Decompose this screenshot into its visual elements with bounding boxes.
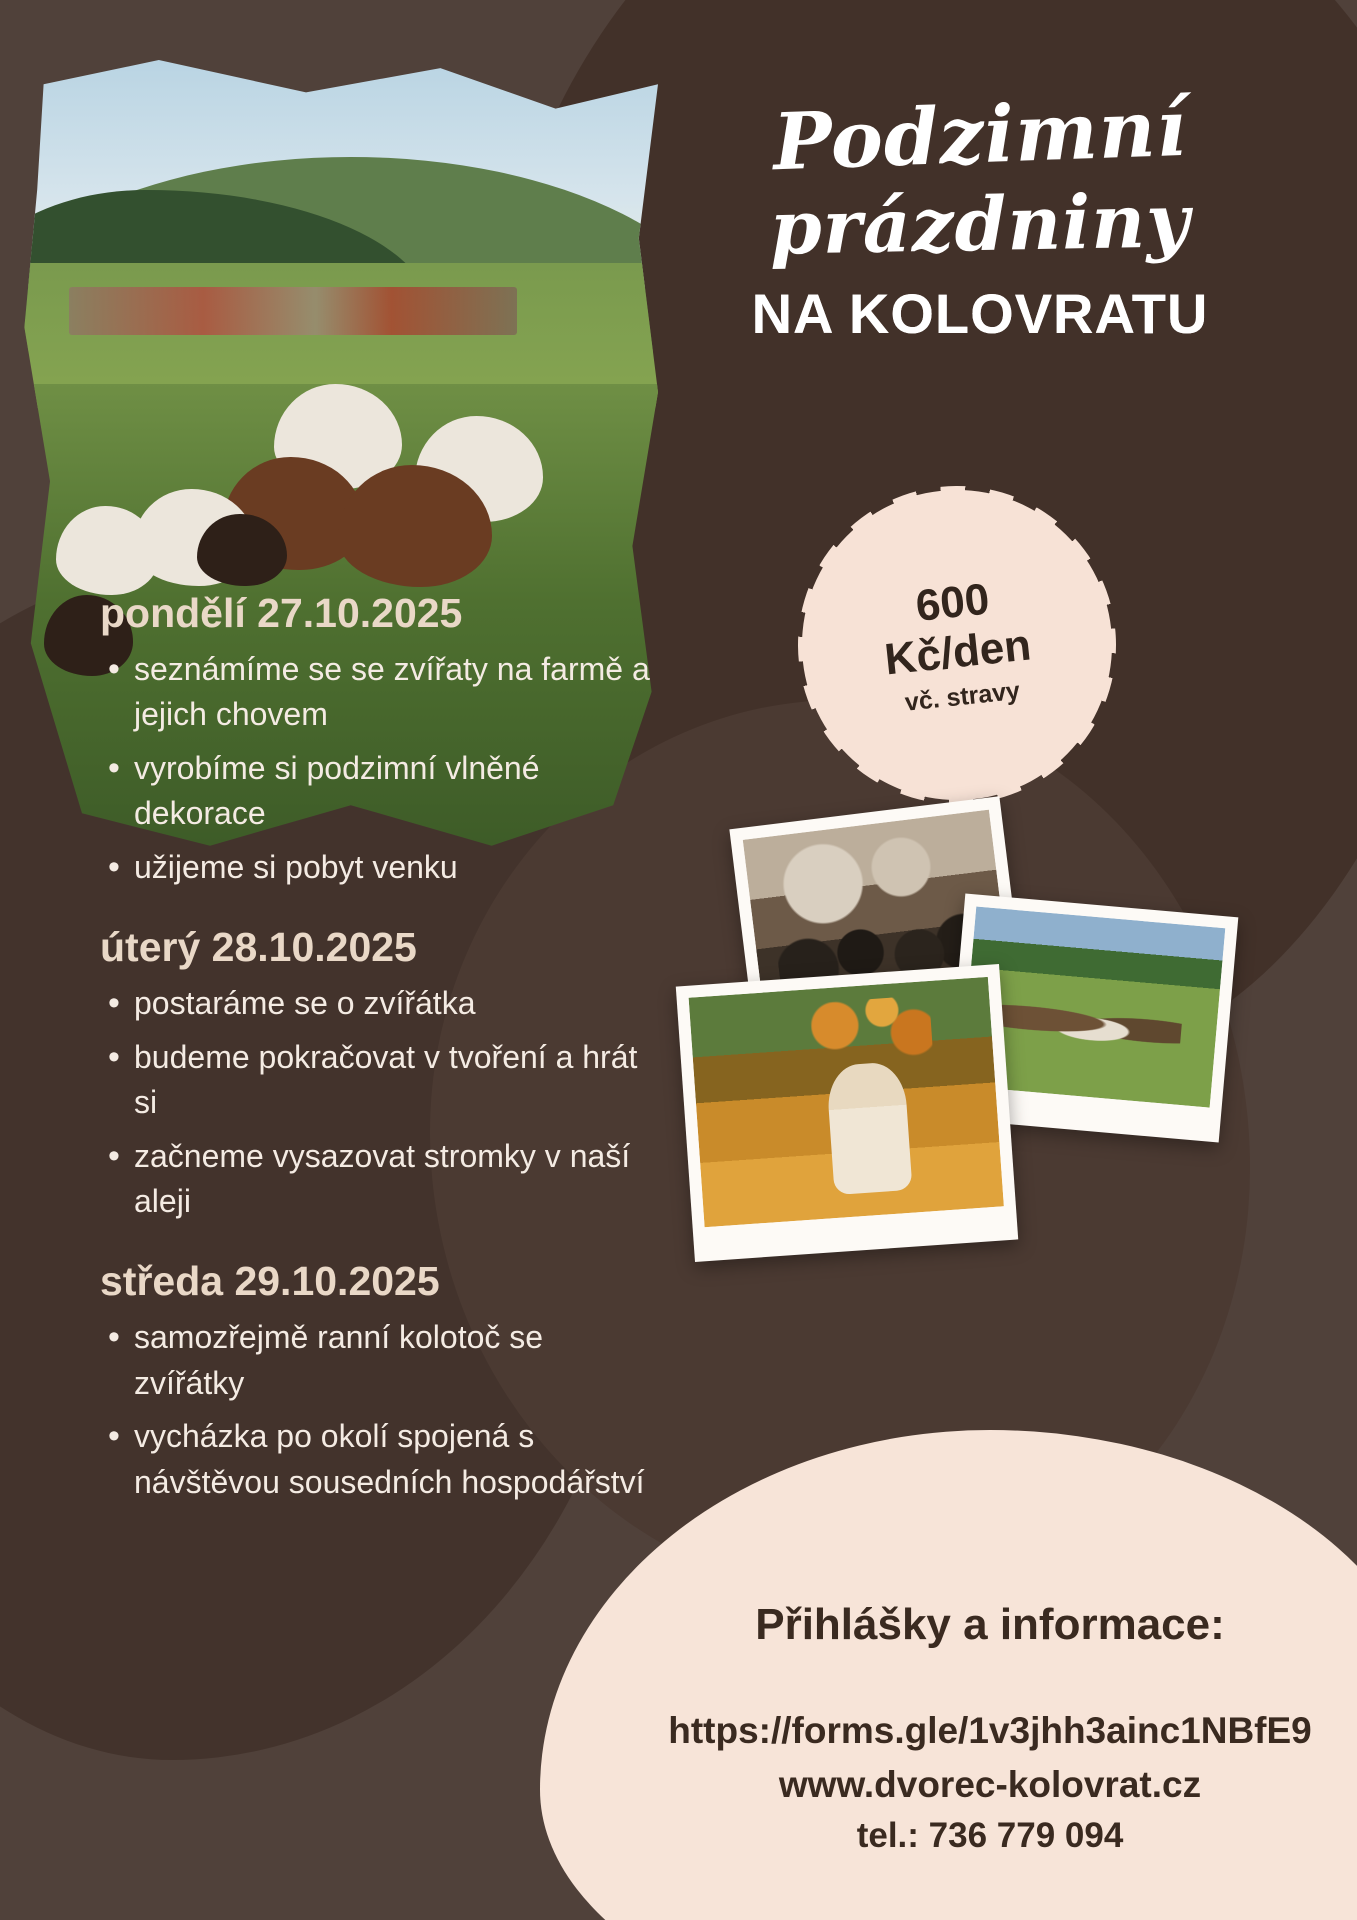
contact-form-url[interactable]: https://forms.gle/1v3jhh3ainc1NBfE9 (668, 1710, 1312, 1751)
list-item: • budeme pokračovat v tvoření a hrát si (134, 1035, 660, 1126)
headline-script-line2: prázdniny (769, 178, 1191, 272)
schedule-day (100, 924, 660, 1224)
day-items-monday (100, 647, 660, 890)
price-badge (798, 486, 1117, 805)
schedule-list (100, 590, 660, 1539)
list-item: • samozřejmě ranní kolotoč se zvířátky (134, 1315, 660, 1406)
price-amount: 600 (913, 574, 992, 632)
poster-headline (700, 82, 1260, 346)
contact-title: Přihlášky a informace: (755, 1600, 1225, 1649)
polaroid-autumn-leaves (676, 964, 1018, 1262)
polaroid-image-area (689, 977, 1004, 1227)
photo-girl-autumn-leaves (689, 977, 1004, 1227)
list-item: • seznámíme se se zvířaty na farmě a jejich chovem (134, 647, 660, 738)
price-unit: Kč/den (882, 619, 1034, 684)
list-item: • užijeme si pobyt venku (134, 845, 660, 890)
day-title-tuesday: úterý 28.10.2025 (100, 924, 417, 971)
list-item: • postaráme se o zvířátka (134, 981, 660, 1026)
list-item: • začneme vysazovat stromky v naší aleji (134, 1134, 660, 1225)
contact-block (560, 1600, 1357, 1862)
day-title-monday: pondělí 27.10.2025 (100, 590, 463, 636)
day-title-wednesday: středa 29.10.2025 (100, 1258, 440, 1305)
day-items-wednesday (100, 1315, 660, 1505)
price-note: vč. stravy (903, 676, 1022, 717)
contact-phone[interactable]: tel.: 736 779 094 (856, 1816, 1124, 1856)
price-text (877, 571, 1033, 684)
photo-village (69, 287, 517, 336)
day-items-tuesday (100, 981, 660, 1224)
contact-website[interactable]: www.dvorec-kolovrat.cz (778, 1763, 1202, 1805)
schedule-day (100, 1258, 660, 1505)
list-item: • vyrobíme si podzimní vlněné dekorace (134, 746, 660, 837)
schedule-day (100, 590, 660, 890)
headline-script-line1: Podzimní (771, 82, 1189, 189)
headline-block-line: NA KOLOVRATU (751, 282, 1209, 346)
list-item: • vycházka po okolí spojená s návštěvou sousedních hospodářství (134, 1414, 660, 1505)
